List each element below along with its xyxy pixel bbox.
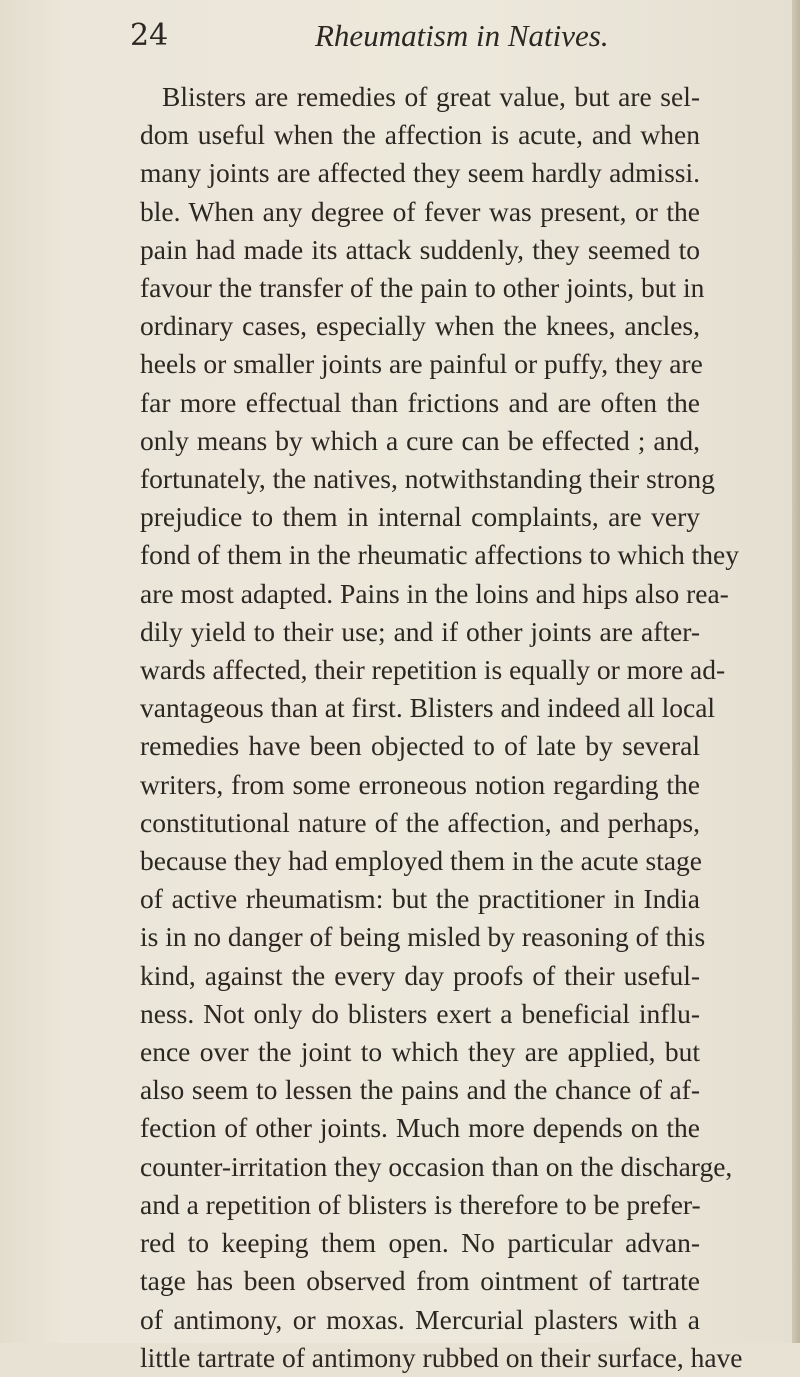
text-line: tage has been observed from ointment of tartrate [140,1265,700,1297]
text-line: only means by which a cure can be effected ; and, [140,424,700,456]
page-edge [792,0,800,1343]
text-line: fection of other joints. Much more depends on the [140,1112,700,1144]
body-paragraph [140,78,743,1377]
text-line: fond of them in the rheumatic affections to which they [140,539,739,571]
page-header [130,12,690,72]
text-line: is in no danger of being misled by reasoning of this [140,921,706,953]
text-line: counter-irritation they occasion than on the discharge, [140,1150,733,1182]
text-line: dily yield to their use; and if other joints are after- [140,615,700,647]
text-line: fortunately, the natives, notwithstanding their strong [140,463,715,495]
text-line: far more effectual than frictions and are often the [140,386,700,418]
text-line: little tartrate of antimony rubbed on their surface, have [140,1341,743,1373]
text-line: wards affected, their repetition is equally or more ad- [140,654,726,686]
text-line: prejudice to them in internal complaints, are very [140,501,700,533]
text-line: red to keeping them open. No particular advan- [140,1227,700,1259]
text-line: writers, from some erroneous notion regarding the [140,768,700,800]
text-line: vantageous than at first. Blisters and indeed all local [140,692,716,724]
text-line: kind, against the every day proofs of their useful- [140,959,700,991]
text-line: because they had employed them in the acute stage [140,845,703,877]
text-line: many joints are affected they seem hardly admissi. [140,157,700,189]
text-line: dom useful when the affection is acute, and when [140,119,700,151]
text-line: pain had made its attack suddenly, they seemed to [140,233,700,265]
text-line: ness. Not only do blisters exert a beneficial influ- [140,997,700,1029]
text-line: also seem to lessen the pains and the chance of af- [140,1074,700,1106]
text-line: ordinary cases, especially when the knees, ancles, [140,310,700,342]
text-line: constitutional nature of the affection, and perhaps, [140,806,700,838]
text-line: remedies have been objected to of late by several [140,730,700,762]
text-line: of active rheumatism: but the practitioner in India [140,883,700,915]
text-line: of antimony, or moxas. Mercurial plasters with a [140,1303,700,1335]
text-line: ence over the joint to which they are applied, but [140,1036,700,1068]
text-line: favour the transfer of the pain to other joints, but in [140,272,705,304]
text-line: heels or smaller joints are painful or puffy, they are [140,348,703,380]
text-line: and a repetition of blisters is therefore to be prefer- [140,1188,701,1220]
page-number: 24 [130,18,169,53]
text-line: are most adapted. Pains in the loins and hips also rea- [140,577,729,609]
text-line: Blisters are remedies of great value, but are sel- [162,81,700,112]
running-title: Rheumatism in Natives. [315,18,609,53]
text-line: ble. When any degree of fever was present, or the [140,195,700,227]
